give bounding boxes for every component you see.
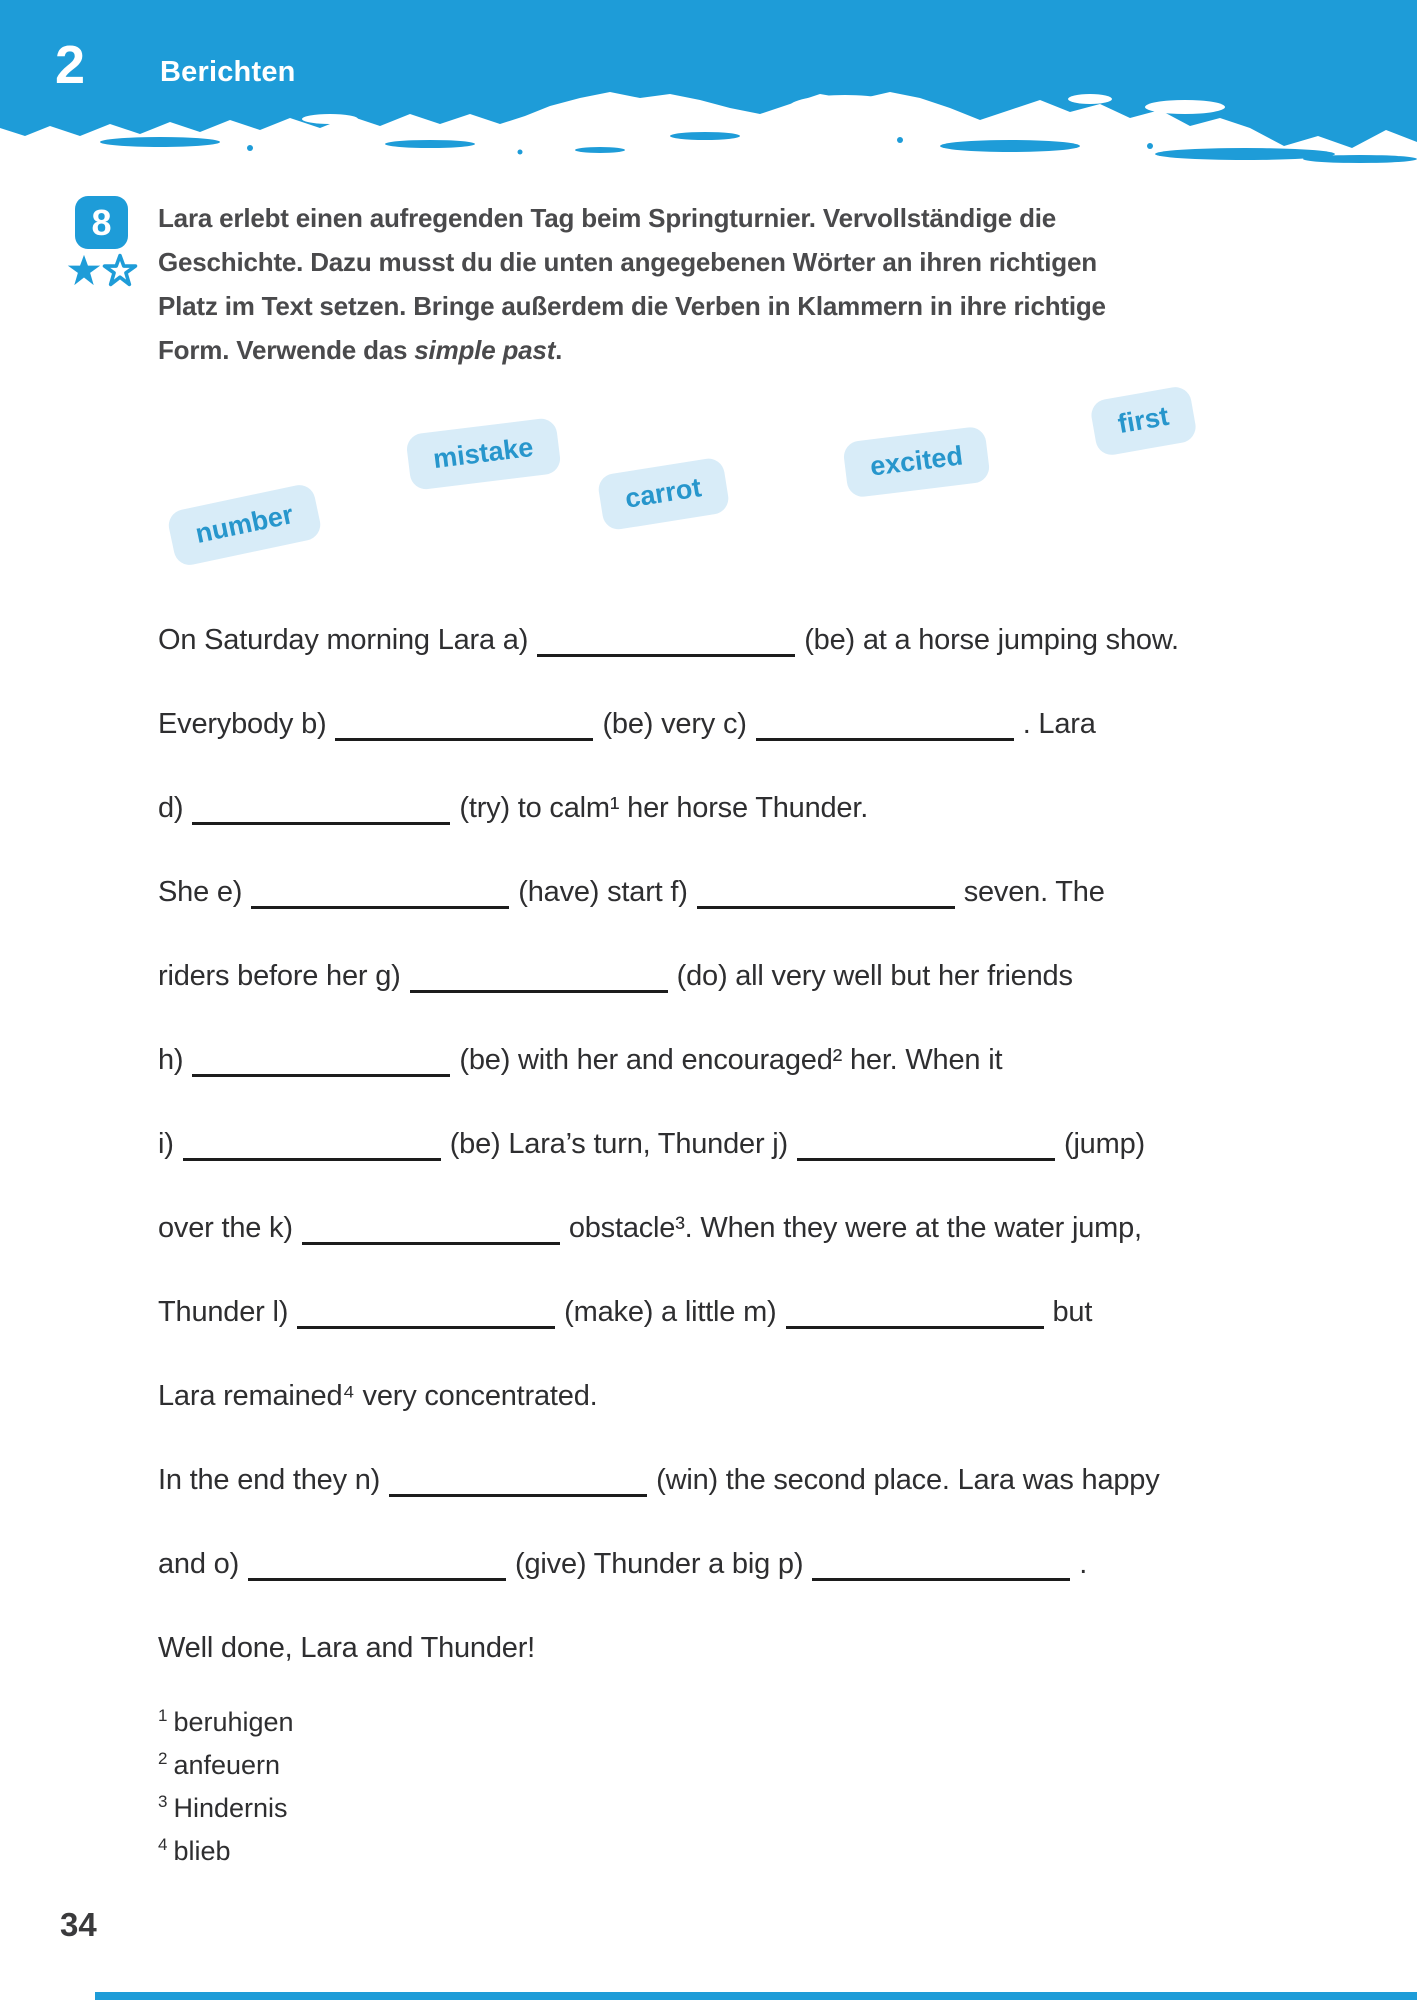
- story-line: [158, 1208, 1268, 1292]
- blank-line: [756, 707, 1014, 741]
- story-segment: i): [158, 1128, 174, 1160]
- footnote-item: $^4$ blieb: [158, 1835, 231, 1866]
- footnote-item: $^2$ anfeuern: [158, 1749, 281, 1780]
- chapter-title: Berichten: [160, 56, 296, 88]
- story-segment: and o): [158, 1548, 240, 1580]
- story-segment: (give) Thunder a big p): [515, 1548, 804, 1580]
- page-number: 34: [60, 1906, 97, 1943]
- blank-line: [183, 1127, 441, 1161]
- story-segment: (win) the second place. Lara was happy: [656, 1464, 1160, 1496]
- story-line: [158, 1460, 1268, 1544]
- blank-line: [812, 1547, 1070, 1581]
- story-segment: .: [1079, 1548, 1088, 1580]
- blank-line: [537, 623, 795, 657]
- instruction-text: [158, 196, 1106, 372]
- word-tile-carrot: carrot: [596, 456, 730, 531]
- instruction-line: [158, 240, 1106, 284]
- blank-line: [335, 707, 593, 741]
- story-line: [158, 956, 1268, 1040]
- story-line: [158, 1124, 1268, 1208]
- story-line: [158, 872, 1268, 956]
- blank-line: [797, 1127, 1055, 1161]
- blank-line: [697, 875, 955, 909]
- story-segment: but: [1052, 1296, 1093, 1328]
- story-segment: (have) start f): [518, 876, 688, 908]
- blank-line: [192, 791, 450, 825]
- story-segment: On Saturday morning Lara a): [158, 624, 529, 656]
- word-tile-excited: excited: [842, 425, 991, 498]
- star-outline-icon: [102, 252, 138, 288]
- story-segment: (be) Lara’s turn, Thunder j): [449, 1128, 788, 1160]
- blank-line: [251, 875, 509, 909]
- story-line: [158, 1040, 1268, 1124]
- difficulty-stars: [66, 252, 138, 288]
- blank-line: [297, 1295, 555, 1329]
- story-segment: obstacle³. When they were at the water jump,: [568, 1212, 1142, 1244]
- story-segment: In the end they n): [158, 1464, 381, 1496]
- footnote-marker: 3: [158, 1792, 168, 1811]
- story-segment: She e): [158, 876, 243, 908]
- word-tile-first: first: [1089, 385, 1198, 457]
- instruction-line: [158, 196, 1106, 240]
- story-segment: over the k): [158, 1212, 293, 1244]
- blank-line: [248, 1547, 506, 1581]
- blank-line: [302, 1211, 560, 1245]
- blank-line: [192, 1043, 450, 1077]
- blank-line: [389, 1463, 647, 1497]
- footnote-marker: 4: [158, 1835, 168, 1854]
- footnote-item: $^1$ beruhigen: [158, 1706, 294, 1737]
- instruction-segment: Geschichte. Dazu musst du die unten angegebenen Wörter an ihren richtigen: [158, 247, 1097, 277]
- story-segment: (be) with her and encouraged² her. When it: [459, 1044, 1003, 1076]
- instruction-segment: simple past: [414, 335, 556, 365]
- story-segment: (jump): [1063, 1128, 1145, 1160]
- instruction-segment: Form. Verwende das: [158, 335, 415, 365]
- instruction-line: [158, 328, 1106, 372]
- story-segment: (make) a little m): [564, 1296, 777, 1328]
- story-segment: Everybody b): [158, 708, 327, 740]
- instruction-line: [158, 284, 1106, 328]
- bottom-edge-bar: [95, 1992, 1417, 2000]
- blank-line: [410, 959, 668, 993]
- story-line: [158, 704, 1268, 788]
- instruction-segment: Platz im Text setzen. Bringe außerdem die Verben in Klammern in ihre richtige: [158, 291, 1106, 321]
- story-segment: (do) all very well but her friends: [676, 960, 1073, 992]
- blank-line: [786, 1295, 1044, 1329]
- story-segment: Lara remained⁴ very concentrated.: [158, 1380, 598, 1412]
- footnotes: [158, 1698, 294, 1870]
- story-segment: (be) at a horse jumping show.: [804, 624, 1179, 656]
- story-segment: seven. The: [963, 876, 1105, 908]
- story-segment: riders before her g): [158, 960, 401, 992]
- star-filled-icon: [66, 252, 102, 288]
- story-line: [158, 1544, 1268, 1628]
- story-line: [158, 1292, 1268, 1376]
- story-text: [158, 620, 1268, 1712]
- instruction-segment: Lara erlebt einen aufregenden Tag beim Springturnier. Vervollständige die: [158, 203, 1057, 233]
- story-line: [158, 1376, 1268, 1460]
- chapter-number: 2: [55, 35, 86, 95]
- story-segment: (try) to calm¹ her horse Thunder.: [459, 792, 869, 824]
- story-segment: Well done, Lara and Thunder!: [158, 1632, 536, 1664]
- instruction-segment: .: [555, 335, 563, 365]
- exercise-number-badge: 8: [75, 196, 128, 249]
- story-segment: h): [158, 1044, 184, 1076]
- footnote-marker: 1: [158, 1706, 168, 1725]
- footnote-marker: 2: [158, 1749, 168, 1768]
- story-line: [158, 788, 1268, 872]
- story-segment: Thunder l): [158, 1296, 289, 1328]
- word-tile-mistake: mistake: [405, 417, 561, 491]
- story-segment: d): [158, 792, 184, 824]
- story-segment: (be) very c): [602, 708, 747, 740]
- word-tile-number: number: [166, 482, 323, 567]
- story-segment: . Lara: [1022, 708, 1096, 740]
- story-line: [158, 1628, 1268, 1712]
- story-line: [158, 620, 1268, 704]
- footnote-item: $^3$ Hindernis: [158, 1792, 288, 1823]
